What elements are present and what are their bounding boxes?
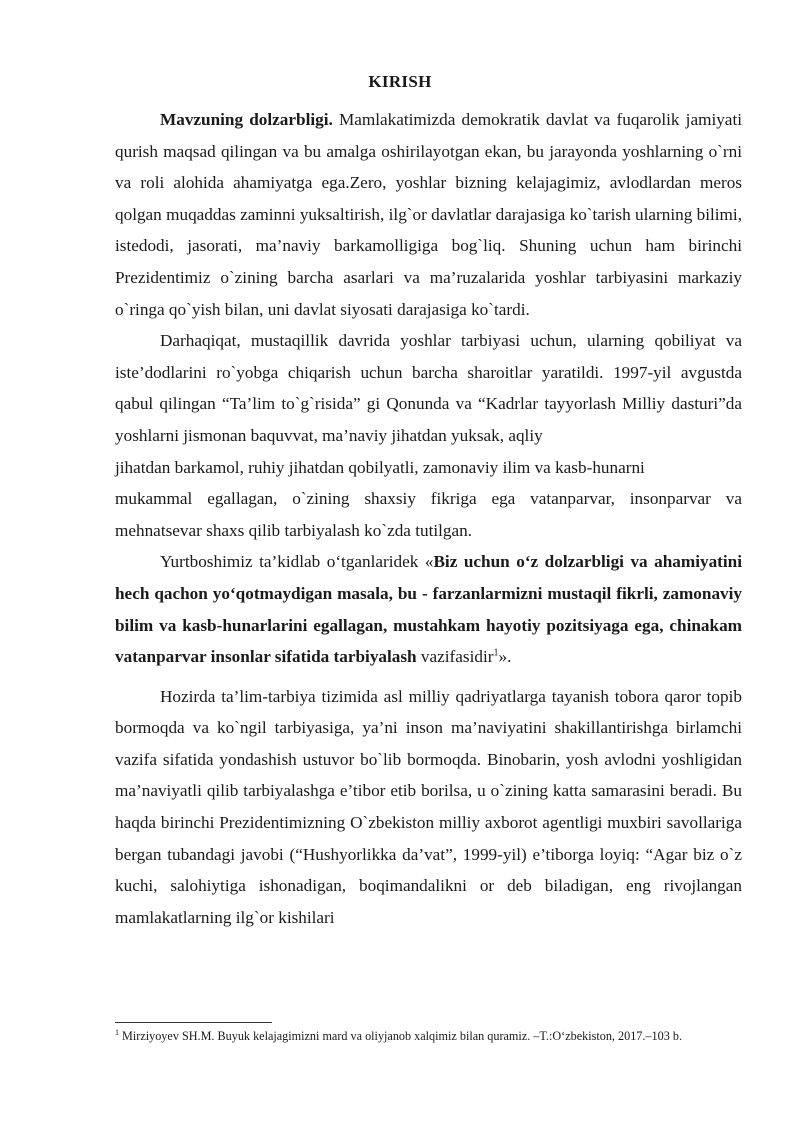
relevance-text: Mamlakatimizda demokratik davlat va fuqarolik jamiyati qurish maqsad qilingan va bu amalga oshirilayotgan ekan, bu jarayonda yoshlarning o`rni va roli alohida ahamiyatga ega.Zero, yoshlar bizning kelajagimiz, avlodlardan meros qolgan muqaddas zaminni yuksaltirish, ilg`or davlatlar darajasiga ko`tarish ularning bilimi, istedodi, jasorati, ma’naviy barkamolligiga bog`liq. Shuning uchun ham birinchi Prezidentimiz o`zining barcha asarlari va ma’ruzalarida yoshlar tarbiyasini markaziy o`ringa qo`yish bilan, uni davlat siyosati darajasiga ko`tardi.	[115, 110, 742, 319]
independence-text-1: Darhaqiqat, mustaqillik davrida yoshlar tarbiyasi uchun, ularning qobiliyat va iste’dodlarini ro`yobga chiqarish uchun barcha sharoitlar yaratildi. 1997-yil avgustda qabul qilingan “Ta’lim to`g`risida” gi Qonunda va “Kadrlar tayyorlash Milliy dasturi”da yoshlarni jismonan baquvvat, ma’naviy jihatdan yuksak, aqliy	[115, 331, 742, 445]
quote-end: vazifasidir	[416, 647, 494, 667]
footnote-marker: 1	[115, 1027, 119, 1037]
paragraph-education	[115, 681, 742, 934]
footnote	[115, 1028, 755, 1044]
quote-close: ».	[498, 647, 512, 667]
footnote-text: Mirziyoyev SH.M. Buyuk kelajagimizni mard va oliyjanob xalqimiz bilan quramiz. –T.:O‘zbekiston, 2017.–103 b.	[119, 1029, 683, 1043]
footnote-reference[interactable]: 1	[493, 647, 499, 659]
paragraph-relevance	[115, 104, 742, 325]
quote-text: Biz uchun o‘z dolzarbligi va ahamiyatini hech qachon yo‘qotmaydigan masala, bu - farzanlarmizni mustaqil fikrli, zamonaviy bilim va kasb-hunarlarini egallagan, mustahkam hayotiy pozitsiyaga ega, chinakam vatanparvar insonlar sifatida tarbiyalash	[115, 552, 742, 667]
quote-intro: Yurtboshimiz ta’kidlab o‘tganlaridek «	[160, 552, 434, 572]
footnote-divider	[115, 1022, 272, 1023]
independence-text-2: mukammal egallagan, o`zining shaxsiy fikriga ega vatanparvar, insonparvar va mehnatsevar shaxs qilib tarbiyalash ko`zda tutilgan.	[115, 489, 742, 540]
paragraph-independence	[115, 325, 742, 546]
relevance-heading: Mavzuning dolzarbligi.	[160, 110, 333, 129]
education-text: Hozirda ta’lim-tarbiya tizimida asl milliy qadriyatlarga tayanish tobora qaror topib bormoqda va ko`ngil tarbiyasiga, ya’ni inson ma’naviyatini shakillantirishga birlamchi vazifa sifatida yondashish ustuvor bo`lib bormoqda. Binobarin, yosh avlodni yoshligidan ma’naviyatli qilib tarbiyalashga e’tibor etib borilsa, u o`zining katta samarasini beradi. Bu haqda birinchi Prezidentimizning O`zbekiston milliy axborot agentligi muxbiri savollariga bergan tubandagi javobi (“Hushyorlikka da’vat”, 1999-yil) e’tiborga loyiq: “Agar biz o`z kuchi, salohiytiga ishonadigan, boqimandalikni or deb biladigan, eng rivojlangan mamlakatlarning ilg`or kishilari	[115, 686, 742, 927]
page-title: KIRISH	[368, 72, 432, 91]
document-body	[115, 104, 742, 933]
independence-text-line: jihatdan barkamol, ruhiy jihatdan qobilyatli, zamonaviy ilim va kasb-hunarni	[115, 457, 645, 477]
paragraph-quote	[115, 546, 742, 672]
